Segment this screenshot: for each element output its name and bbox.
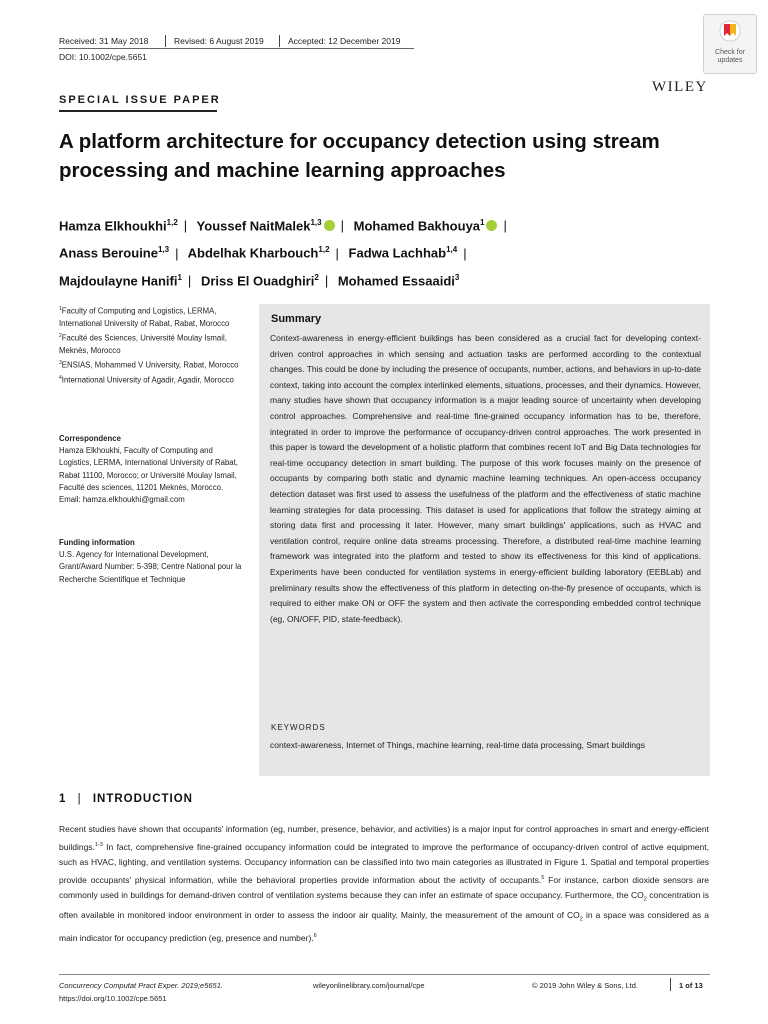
author-separator: |	[335, 245, 339, 261]
author-separator: |	[324, 272, 329, 288]
correspondence-email[interactable]: Email: hamza.elkhoukhi@gmail.com	[59, 495, 185, 505]
crossmark-icon	[719, 20, 741, 46]
author-separator: |	[183, 218, 188, 234]
footer-rule	[59, 974, 710, 975]
article-type-underline	[59, 110, 217, 112]
author-name[interactable]: Abdelhak Kharbouch	[187, 245, 319, 261]
summary-text: Context-awareness in energy-efficient buildings has been considered as a crucial fact for developing context-driven control approaches in which sensing and actuation tasks are performed according to the contextual changes. This could be done by including the presence of occupants, number, actions, and behaviors in up-to-date context, taking into account the complex interlinked elements, situations, processes, and their dynamics. However, many studies have shown that occupancy information is a major leading source of uncertainty when developing control approaches. Comprehensive and real-time fine-grained occupancy information has to be, therefore, integrated in order to improve the performance of occupancy-driven control approaches. The work presented in this paper is toward the development of a holistic platform that combines recent IoT and Big Data technologies for real-time occupancy detection in smart building. The purpose of this work focuses mainly on the presence of occupants by comparing both static and dynamic machine learning techniques. An open-access occupancy detection dataset was first used to assess the usefulness of the platform and the effectiveness of static machine learning strategies for data processing. This dataset is used for applications that follow the strategy aiming at storing data first and processing it later. However, many smart buildings' applications, such as HVAC and ventilation control, require online data streams processing. Therefore, a distributed real-time machine learning framework was integrated into the platform and tested to show its effectiveness for this kind of applications. Experiments have been conducted for ventilation systems in energy-efficient building laboratory (EEBLab) and preliminary results show the effectiveness of this platform in detecting on-the-fly presence of occupants, which is required to either make ON or OFF the system and then activate the corresponding embedded control technique (eg, ON/OFF, PID, state-feedback).	[270, 333, 701, 624]
journal-website-link[interactable]: wileyonlinelibrary.com/journal/cpe	[313, 981, 425, 990]
author-separator: |	[175, 245, 179, 261]
author-list	[59, 211, 699, 293]
author-separator: |	[463, 245, 467, 261]
header-rule	[59, 48, 414, 49]
author-name[interactable]: Driss El Ouadghiri	[200, 272, 315, 288]
orcid-icon[interactable]	[486, 220, 497, 231]
affiliation: $^1$Faculty of Computing and Logistics, LERMA, International University of Rabat, Rabat, Morocco	[59, 306, 230, 328]
author-name[interactable]: Mohamed Essaaidi	[337, 272, 455, 288]
affiliation: $^3$ENSIAS, Mohammed V University, Rabat, Morocco	[59, 360, 239, 370]
intro-paragraph: Recent studies have shown that occupants' information (eg, number, presence, behavior, and activities) is a major input for control approaches in smart and energy-efficient buildings.$^{1-3}$ In fact, comprehensive fine-grained occupancy information could be integrated to improve the performance of occupancy-driven control of active equipment, such as HVAC, lighting, and ventilation systems. Occupancy information can be classified into two main categories as illustrated in Figure 1. Spatial and temporal properties provide occupants' physical information, while the behavioral properties provide information about the activity of occupants.$^5$ For instance, carbon dioxide sensors are commonly used in buildings for demand-driven control of ventilation systems because they can infer an estimate of space occupancy. Furthermore, the $CO_2$ concentration is often available in monitored indoor environment in order to assess the indoor air quality. Mainly, the measurement of the amount of $CO_2$ in a space was considered as a main indicator for occupancy prediction (eg, presence and number).$^6$	[59, 824, 710, 943]
correspondence-text: Hamza Elkhoukhi, Faculty of Computing and Logistics, LERMA, International University of Rabat, Rabat 11100, Morocco; or Université Moulay Ismail, Faculté des sciences, 11201 Meknès, Morocco.	[59, 446, 238, 492]
funding-text: U.S. Agency for International Development, Grant/Award Number: 5-398; Centre National pour la Recherche Scientifique et Technique	[59, 550, 242, 584]
check-for-updates-button[interactable]	[703, 14, 757, 74]
citation-ref[interactable]: 1-3	[94, 841, 103, 848]
affiliations	[59, 303, 244, 387]
author-separator: |	[503, 218, 507, 234]
doi-link[interactable]: https://doi.org/10.1002/cpe.5651	[59, 994, 167, 1003]
citation-ref[interactable]: 6	[313, 932, 317, 939]
publisher-logo: WILEY	[652, 79, 708, 95]
author-line: Majdoulayne Hanifi$^1$ | Driss El Ouadghiri$^2$ | Mohamed Essaaidi$^3$	[59, 272, 460, 288]
affiliation: $^4$International University of Agadir, Agadir, Morocco	[59, 374, 234, 385]
page-number: 1 of 13	[679, 981, 703, 990]
author-name[interactable]: Majdoulayne Hanifi	[59, 272, 178, 288]
revised-date: Revised: 6 August 2019	[174, 36, 264, 46]
funding-heading: Funding information	[59, 538, 135, 547]
funding-info	[59, 537, 244, 586]
check-for-updates-label: Check for updates	[715, 49, 745, 64]
affiliation: $^2$Faculté des Sciences, Université Moulay Ismail, Meknès, Morocco	[59, 333, 227, 355]
keywords-heading: KEYWORDS	[271, 723, 326, 732]
author-line: Anass Berouine$^{1,3}$ | Abdelhak Kharbouch$^{1,2}$ | Fadwa Lachhab$^{1,4}$ |	[59, 245, 467, 261]
footer-divider	[670, 978, 671, 991]
section-title: INTRODUCTION	[92, 793, 193, 805]
section-number: 1	[59, 793, 67, 805]
correspondence-heading: Correspondence	[59, 434, 121, 443]
copyright: © 2019 John Wiley & Sons, Ltd.	[532, 981, 638, 990]
author-name[interactable]: Anass Berouine	[59, 245, 158, 261]
article-type: SPECIAL ISSUE PAPER	[59, 94, 221, 106]
section-separator: |	[77, 793, 82, 805]
journal-citation: Concurrency Computat Pract Exper. 2019;e5651.	[59, 981, 223, 990]
summary-heading: Summary	[271, 313, 322, 325]
author-name[interactable]: Youssef NaitMalek	[196, 218, 311, 234]
correspondence	[59, 433, 244, 506]
doi[interactable]: DOI: 10.1002/cpe.5651	[59, 52, 147, 62]
header-divider	[165, 35, 166, 47]
orcid-icon[interactable]	[324, 220, 335, 231]
summary-box	[259, 304, 710, 776]
author-name[interactable]: Hamza Elkhoukhi	[59, 218, 167, 234]
author-name[interactable]: Mohamed Bakhouya	[353, 218, 481, 234]
keywords-text: context-awareness, Internet of Things, machine learning, real-time data processing, Smart buildings	[270, 740, 645, 750]
section-heading	[59, 793, 193, 805]
received-date: Received: 31 May 2018	[59, 36, 149, 46]
citation-ref[interactable]: 5	[541, 874, 545, 881]
author-separator: |	[187, 272, 192, 288]
accepted-date: Accepted: 12 December 2019	[288, 36, 401, 46]
author-separator: |	[340, 218, 344, 234]
author-line: Hamza Elkhoukhi$^{1,2}$ | Youssef NaitMalek$^{1,3}$ | Mohamed Bakhouya$^1$ |	[59, 218, 507, 234]
header-divider	[279, 35, 280, 47]
article-title: A platform architecture for occupancy detection using stream processing and machine learning approaches	[59, 130, 660, 182]
author-name[interactable]: Fadwa Lachhab	[348, 245, 447, 261]
